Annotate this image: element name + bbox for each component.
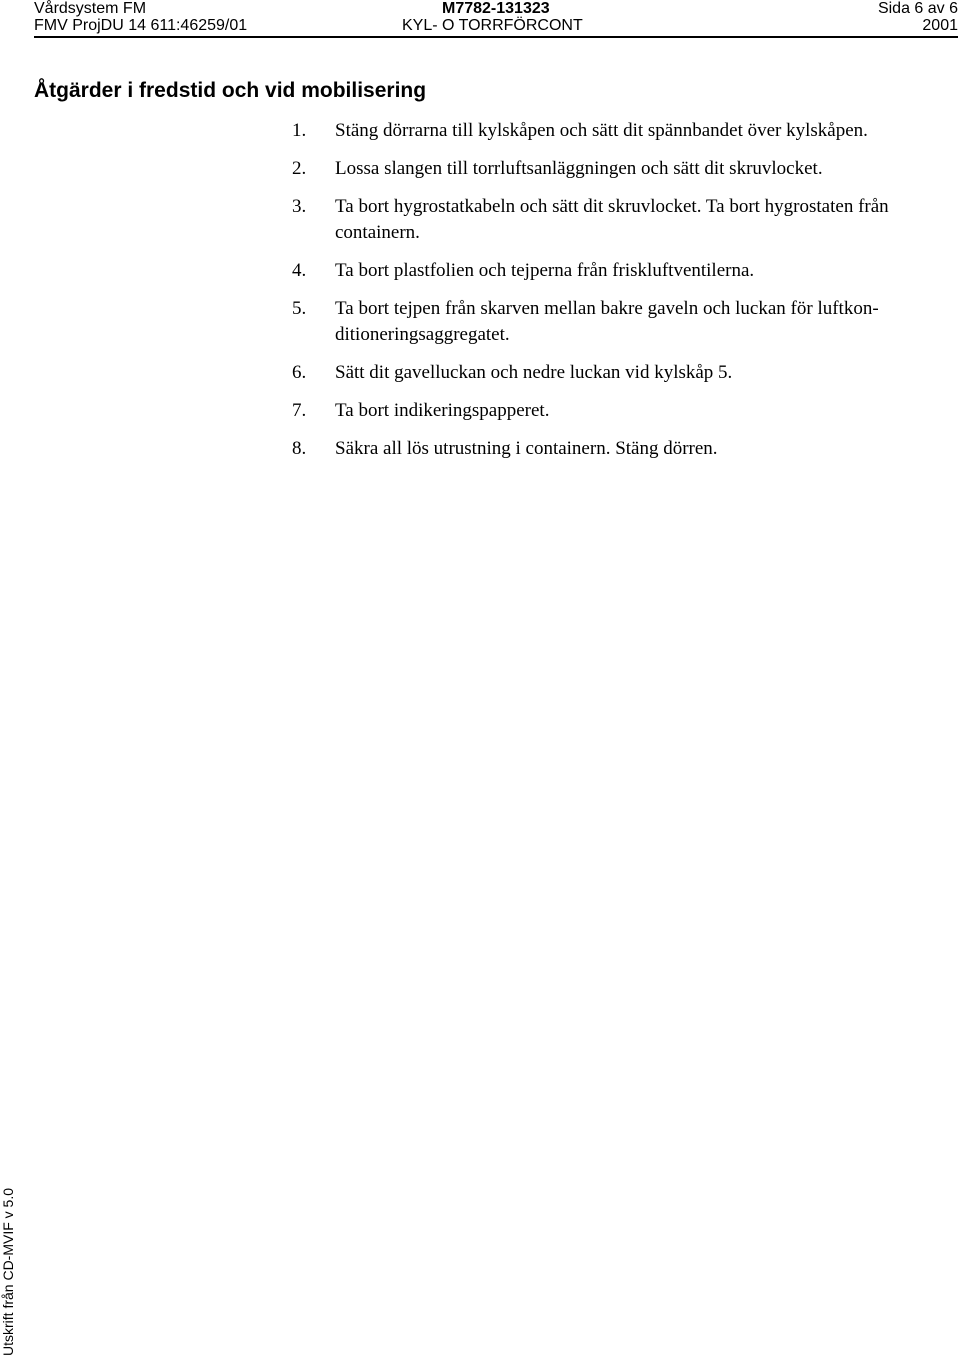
step-number: 5.	[292, 298, 307, 319]
step-item	[292, 118, 958, 144]
step-item	[292, 360, 958, 386]
step-text: Lossa slangen till torrluftsanläggningen och sätt dit skruvlocket.	[335, 158, 823, 179]
header-project-id: FMV ProjDU 14 611:46259/01	[34, 17, 248, 34]
step-text: Ta bort hygrostatkabeln och sätt dit skruvlocket. Ta bort hygrostaten från containern.	[335, 196, 889, 243]
header-page-number: Sida 6 av 6	[877, 0, 958, 17]
step-number: 7.	[292, 400, 307, 421]
step-number: 2.	[292, 158, 307, 179]
step-number: 1.	[292, 120, 307, 141]
step-item	[292, 156, 958, 182]
section-title: Åtgärder i fredstid och vid mobilisering	[34, 79, 427, 102]
step-text: Ta bort tejpen från skarven mellan bakre gaveln och luckan för luftkonditioneringsaggregatet.	[335, 298, 879, 345]
header-system-name: Vårdsystem FM	[34, 0, 147, 17]
step-text: Säkra all lös utrustning i containern. Stäng dörren.	[335, 438, 718, 459]
header-article-number: M7782-131323	[442, 0, 550, 17]
step-number: 4.	[292, 260, 307, 281]
step-text: Ta bort indikeringspapperet.	[335, 400, 550, 421]
step-item	[292, 398, 958, 424]
step-number: 6.	[292, 362, 307, 383]
step-text: Sätt dit gavelluckan och nedre luckan vid kylskåp 5.	[335, 362, 733, 383]
page-header	[34, 0, 958, 38]
step-item	[292, 436, 958, 462]
step-item	[292, 258, 958, 284]
step-text: Stäng dörrarna till kylskåpen och sätt dit spännbandet över kylskåpen.	[335, 120, 868, 141]
step-number: 3.	[292, 196, 307, 217]
step-list	[292, 118, 958, 474]
header-product-name: KYL- O TORRFÖRCONT	[402, 17, 583, 34]
step-item	[292, 194, 958, 246]
step-number: 8.	[292, 438, 307, 459]
header-year: 2001	[922, 17, 958, 34]
print-source-label: Utskrift från CD-MVIF v 5.0	[0, 1187, 16, 1356]
step-text: Ta bort plastfolien och tejperna från friskluftventilerna.	[335, 260, 755, 281]
step-item	[292, 296, 958, 348]
